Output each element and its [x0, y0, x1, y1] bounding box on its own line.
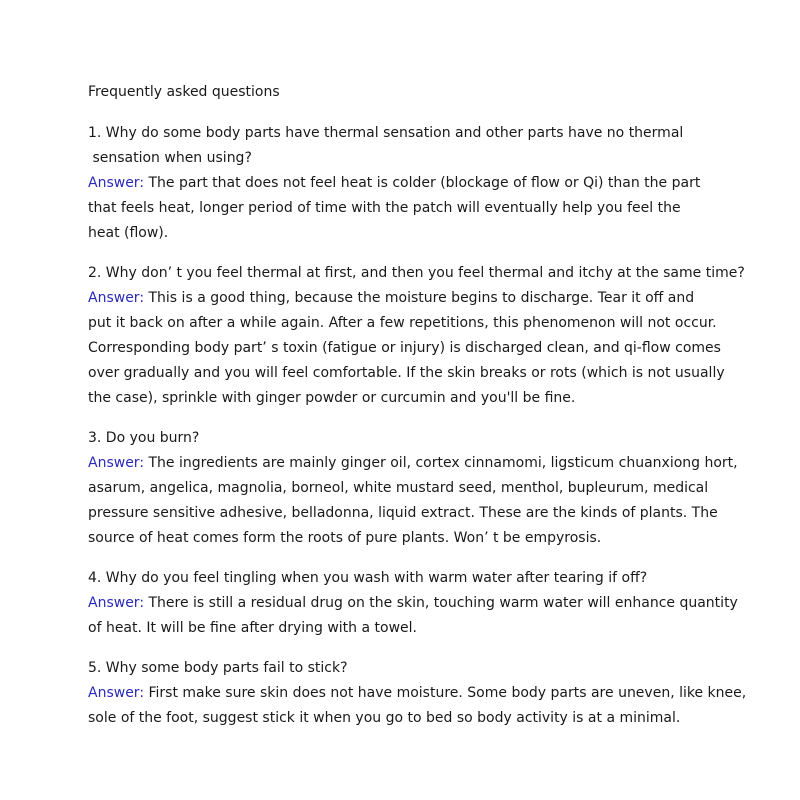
faq-item-2	[88, 261, 768, 411]
answer-text: This is a good thing, because the moisture begins to discharge. Tear it off and	[144, 290, 695, 306]
faq-item-5	[88, 656, 768, 731]
question-line: sensation when using?	[88, 150, 252, 166]
faq-item-1	[88, 121, 768, 246]
answer-label: Answer:	[88, 595, 145, 611]
answer-label: Answer:	[88, 685, 145, 701]
answer-label: Answer:	[88, 175, 145, 191]
answer-line: over gradually and you will feel comfortable. If the skin breaks or rots (which is not usually	[88, 365, 725, 381]
faq-item-4	[88, 566, 768, 641]
answer-line	[88, 171, 768, 196]
question-line: 5. Why some body parts fail to stick?	[88, 660, 348, 676]
answer-line: asarum, angelica, magnolia, borneol, white mustard seed, menthol, bupleurum, medical	[88, 480, 709, 496]
question-line: 2. Why don’ t you feel thermal at first, and then you feel thermal and itchy at the same time?	[88, 265, 745, 281]
answer-line: the case), sprinkle with ginger powder or curcumin and you'll be fine.	[88, 390, 576, 406]
question-line: 1. Why do some body parts have thermal sensation and other parts have no thermal	[88, 125, 684, 141]
answer-line: put it back on after a while again. After a few repetitions, this phenomenon will not occur.	[88, 315, 717, 331]
answer-line: Corresponding body part’ s toxin (fatigue or injury) is discharged clean, and qi-flow comes	[88, 340, 721, 356]
answer-line: pressure sensitive adhesive, belladonna, liquid extract. These are the kinds of plants. The	[88, 505, 718, 521]
answer-text: The part that does not feel heat is colder (blockage of flow or Qi) than the part	[144, 175, 701, 191]
answer-label: Answer:	[88, 290, 145, 306]
answer-text: The ingredients are mainly ginger oil, cortex cinnamomi, ligsticum chuanxiong hort,	[144, 455, 738, 471]
question-line: 4. Why do you feel tingling when you wash with warm water after tearing if off?	[88, 570, 648, 586]
answer-line	[88, 451, 768, 476]
answer-line: source of heat comes form the roots of pure plants. Won’ t be empyrosis.	[88, 530, 602, 546]
faq-item-3	[88, 426, 768, 551]
page-title: Frequently asked questions	[88, 84, 280, 100]
answer-label: Answer:	[88, 455, 145, 471]
answer-line: of heat. It will be fine after drying with a towel.	[88, 620, 417, 636]
answer-line: that feels heat, longer period of time with the patch will eventually help you feel the	[88, 200, 681, 216]
answer-line	[88, 681, 768, 706]
answer-line	[88, 286, 768, 311]
answer-line	[88, 591, 768, 616]
answer-text: First make sure skin does not have moisture. Some body parts are uneven, like knee,	[144, 685, 747, 701]
answer-line: heat (flow).	[88, 225, 169, 241]
answer-text: There is still a residual drug on the skin, touching warm water will enhance quantity	[144, 595, 738, 611]
question-line: 3. Do you burn?	[88, 430, 200, 446]
answer-line: sole of the foot, suggest stick it when you go to bed so body activity is at a minimal.	[88, 710, 681, 726]
faq-document	[88, 82, 768, 746]
